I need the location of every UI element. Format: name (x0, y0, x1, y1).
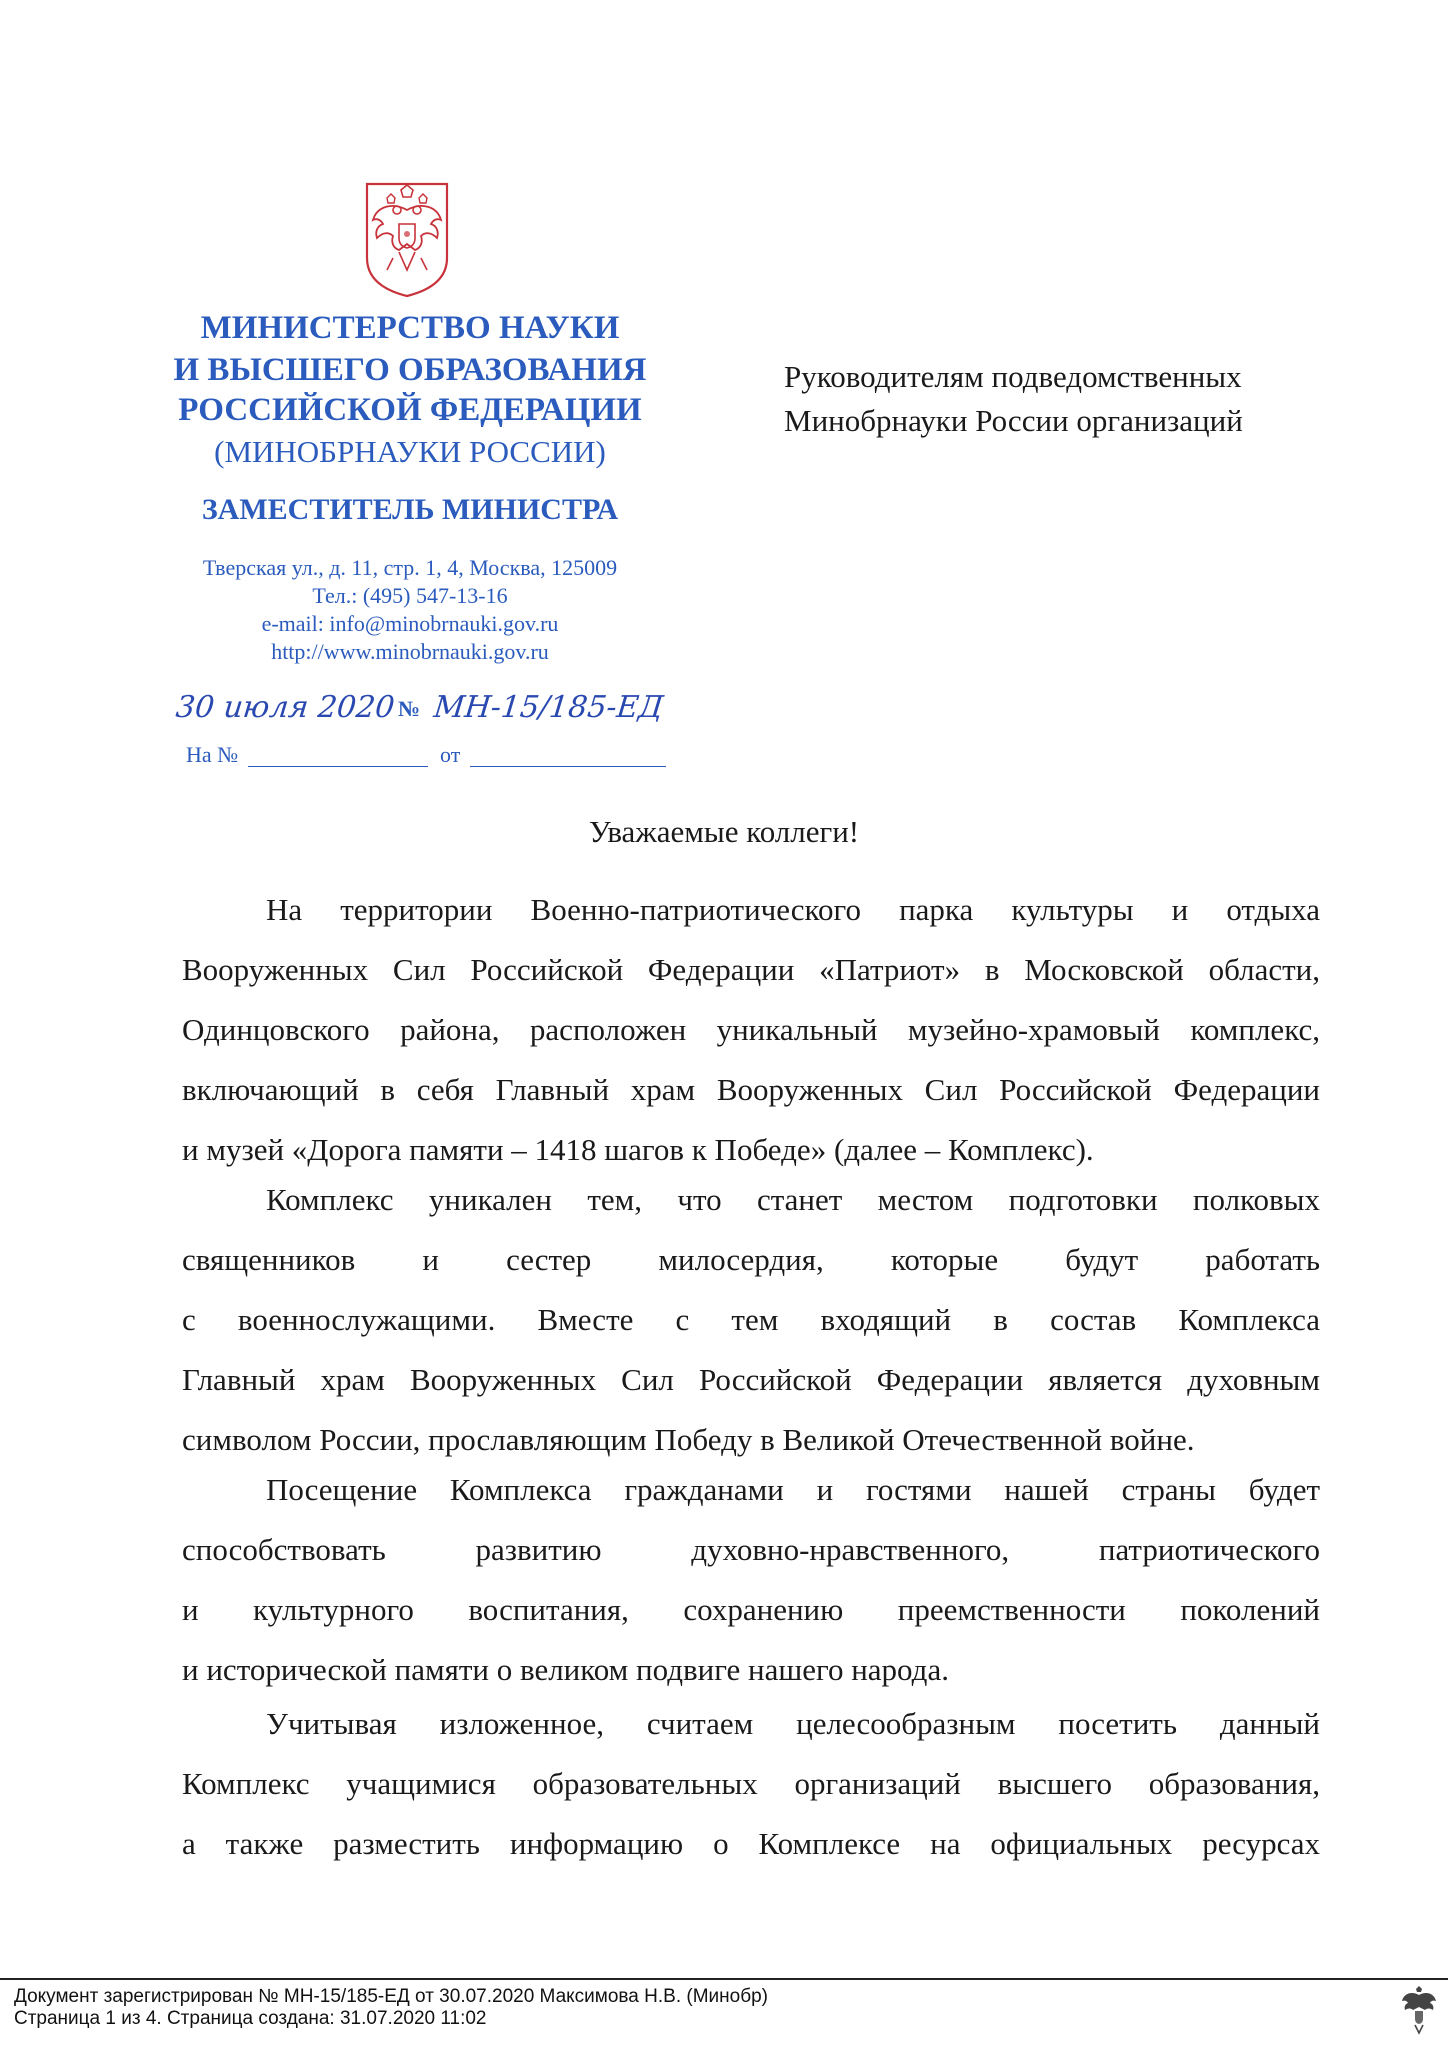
deputy-minister-title: ЗАМЕСТИТЕЛЬ МИНИСТРА (201, 493, 619, 526)
contact-address: Тверская ул., д. 11, стр. 1, 4, Москва, 125009 (202, 555, 618, 580)
paragraph-line: с военнослужащими. Вместе с тем входящий в состав Комплекса (182, 1302, 1320, 1337)
paragraph-line: Вооруженных Сил Российской Федерации «Патриот» в Московской области, (182, 952, 1320, 987)
coat-of-arms-small-icon (1400, 1985, 1438, 2037)
paragraph-line: и музей «Дорога памяти – 1418 шагов к Победе» (далее – Комплекс). (182, 1132, 1094, 1167)
footer-line-2: Страница 1 из 4. Страница создана: 31.07.2020 11:02 (14, 2008, 487, 2029)
addressee-line: Руководителям подведомственных (784, 359, 1242, 394)
paragraph-line: Комплекс учащимися образовательных организаций высшего образования, (182, 1766, 1320, 1801)
body-paragraph-1 (182, 880, 1320, 1180)
registration-number-label: № (398, 696, 421, 721)
addressee-block (784, 355, 1344, 443)
body-paragraph-4 (182, 1694, 1320, 1874)
registration-number-handwritten: МН-15/185-ЕД (432, 690, 665, 725)
ministry-name-line-1: МИНИСТЕРСТВО НАУКИ (200, 310, 620, 346)
paragraph-line: На территории Военно-патриотического парка культуры и отдыха (266, 892, 1320, 927)
ministry-name-line-2: И ВЫСШЕГО ОБРАЗОВАНИЯ (173, 352, 647, 388)
paragraph-line: Посещение Комплекса гражданами и гостями нашей страны будет (266, 1472, 1320, 1507)
paragraph-line: священников и сестер милосердия, которые будут работать (182, 1242, 1320, 1277)
reference-number-label: На № (186, 742, 239, 767)
paragraph-line: Главный храм Вооруженных Сил Российской Федерации является духовным (182, 1362, 1320, 1397)
russian-coat-of-arms-icon (363, 180, 451, 300)
body-paragraph-3 (182, 1460, 1320, 1700)
contact-website: http://www.minobrnauki.gov.ru (271, 639, 549, 664)
paragraph-line: Учитывая изложенное, считаем целесообразным посетить данный (266, 1706, 1320, 1741)
body-paragraph-2 (182, 1170, 1320, 1470)
salutation: Уважаемые коллеги! (588, 814, 860, 849)
ministry-short-name: (МИНОБРНАУКИ РОССИИ) (214, 434, 606, 469)
registration-footer (14, 1986, 768, 2030)
paragraph-line: Комплекс уникален тем, что станет местом подготовки полковых (266, 1182, 1320, 1217)
registration-date-handwritten: 30 июля 2020 (174, 690, 397, 725)
registration-line (176, 690, 696, 730)
contact-phone: Тел.: (495) 547-13-16 (312, 583, 508, 608)
paragraph-line: а также разместить информацию о Комплексе на официальных ресурсах (182, 1826, 1320, 1861)
paragraph-line: и культурного воспитания, сохранению преемственности поколений (182, 1592, 1320, 1627)
reference-number-blank (248, 766, 428, 767)
ministry-name-line-3: РОССИЙСКОЙ ФЕДЕРАЦИИ (178, 392, 642, 428)
addressee-line: Минобрнауки России организаций (784, 403, 1243, 438)
footer-divider (0, 1978, 1448, 1980)
reference-line (186, 742, 666, 772)
paragraph-line: символом России, прославляющим Победу в Великой Отечественной войне. (182, 1422, 1195, 1457)
paragraph-line: и исторической памяти о великом подвиге нашего народа. (182, 1652, 949, 1687)
reference-date-blank (470, 766, 666, 767)
paragraph-line: включающий в себя Главный храм Вооруженных Сил Российской Федерации (182, 1072, 1320, 1107)
paragraph-line: способствовать развитию духовно-нравственного, патриотического (182, 1532, 1320, 1567)
contact-email: e-mail: info@minobrnauki.gov.ru (261, 611, 559, 636)
paragraph-line: Одинцовского района, расположен уникальный музейно-храмовый комплекс, (182, 1012, 1320, 1047)
footer-line-1: Документ зарегистрирован № МН-15/185-ЕД от 30.07.2020 Максимова Н.В. (Минобр) (14, 1986, 768, 2007)
reference-date-label: от (440, 742, 461, 767)
